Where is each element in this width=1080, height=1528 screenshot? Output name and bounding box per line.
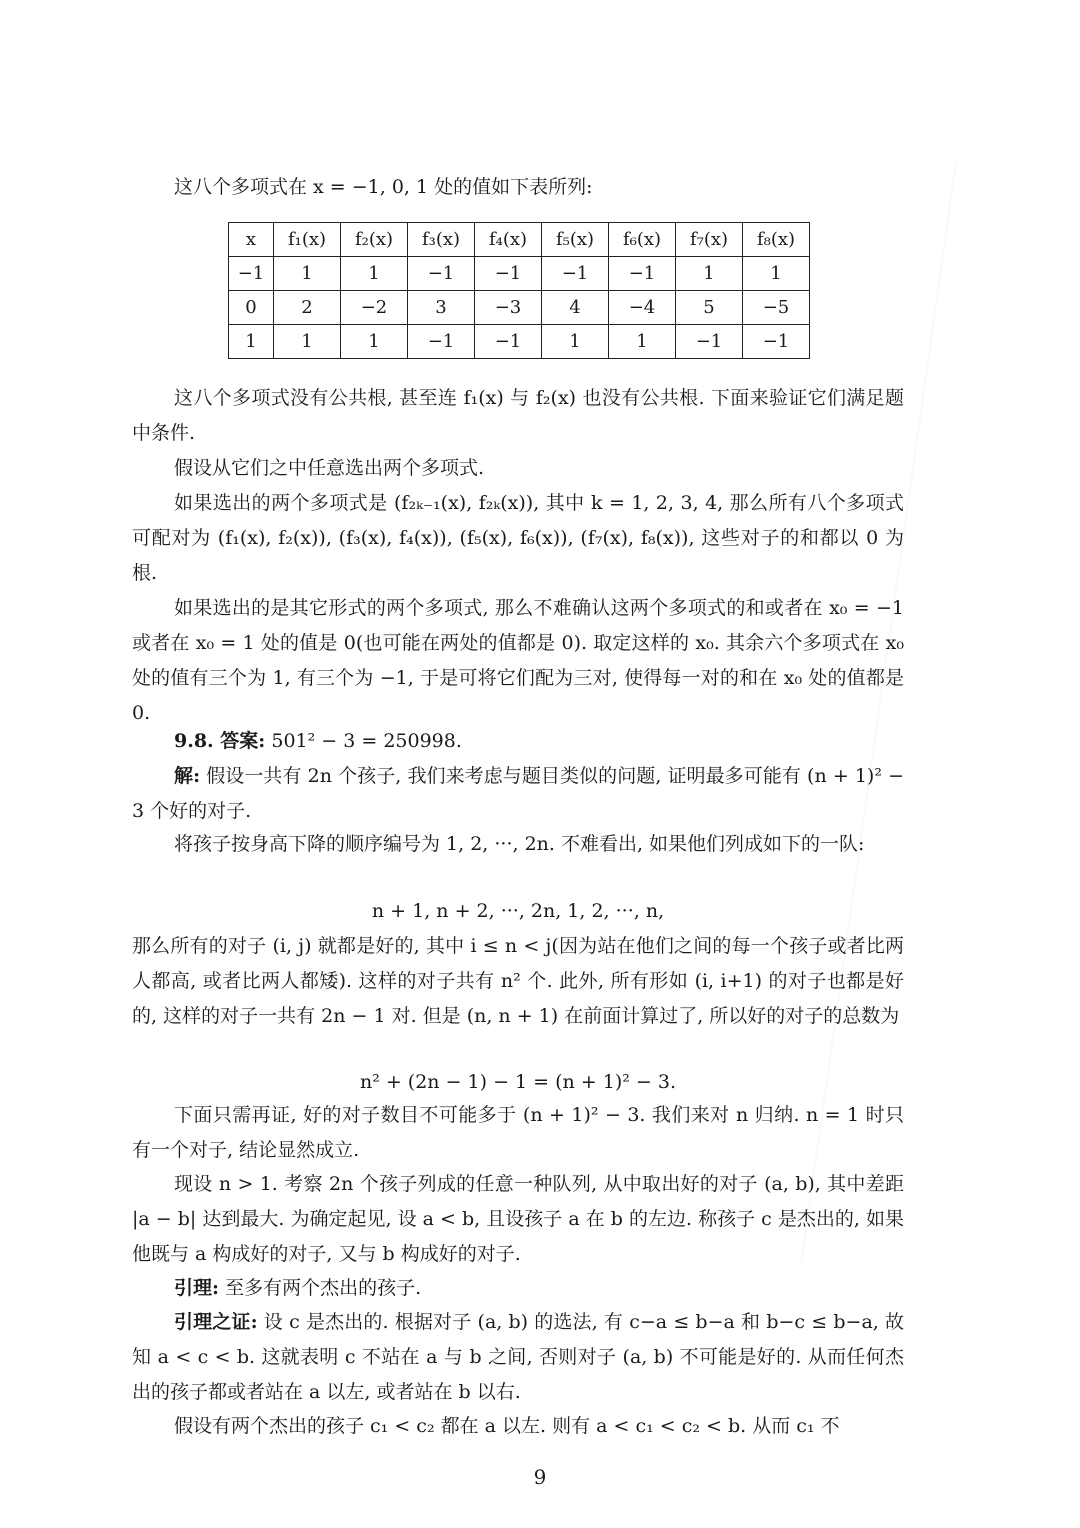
paragraph-other-case: 如果选出的是其它形式的两个多项式, 那么不难确认这两个多项式的和或者在 x₀ = −1 或者在 x₀ = 1 处的值是 0(也可能在两处的值都是 0). 取定这样的 x₀. 其余六个多项式在 x₀ 处的值有三个为 1, 有三个为 −1, 于是可将它们配为三对, 使得每一对的和在 x₀ 处的值都是 0. xyxy=(132,597,904,724)
table-cell: 1 xyxy=(341,325,408,359)
table-cell: −1 xyxy=(743,325,810,359)
paragraph-two-outstanding: 假设有两个杰出的孩子 c₁ < c₂ 都在 a 以左. 则有 a < c₁ < c₂ < b. 从而 c₁ 不 xyxy=(174,1415,840,1437)
table-cell: 1 xyxy=(229,325,274,359)
table-header-cell: f₃(x) xyxy=(408,223,475,257)
table-header-cell: f₂(x) xyxy=(341,223,408,257)
proof-text: 设 c 是杰出的. 根据对子 (a, b) 的选法, 有 c−a ≤ b−a 和 b−c ≤ b−a, 故知 a < c < b. 这就表明 c 不站在 a 与 b 之间, 否则对子 (a, b) 不可能是好的. 从而任何杰出的孩子都或者站在 a 以左, 或者站在 b 以右. xyxy=(132,1311,905,1403)
solution-paragraph xyxy=(132,759,904,829)
equation-total: n² + (2n − 1) − 1 = (n + 1)² − 3. xyxy=(359,1071,677,1093)
answer-label: 9.8. 答案: xyxy=(174,730,266,752)
table-cell: −1 xyxy=(542,257,609,291)
paragraph-induction: 下面只需再证, 好的对子数目不可能多于 (n + 1)² − 3. 我们来对 n 归纳. n = 1 时只有一个对子, 结论显然成立. xyxy=(132,1104,904,1161)
table-cell: −1 xyxy=(408,325,475,359)
paragraph-no-common-root: 这八个多项式没有公共根, 甚至连 f₁(x) 与 f₂(x) 也没有公共根. 下面来验证它们满足题中条件. xyxy=(132,387,904,444)
table-cell: 4 xyxy=(542,291,609,325)
proof-label: 引理之证: xyxy=(174,1311,258,1333)
table-cell: 1 xyxy=(274,257,341,291)
table-cell: 1 xyxy=(274,325,341,359)
table-cell: 3 xyxy=(408,291,475,325)
lemma-proof-paragraph xyxy=(132,1305,904,1410)
table-cell: 1 xyxy=(743,257,810,291)
paragraph-assume-two: 假设从它们之中任意选出两个多项式. xyxy=(174,457,485,479)
lemma-line xyxy=(132,1271,904,1306)
table-cell: 1 xyxy=(341,257,408,291)
paragraph-good-pairs: 那么所有的对子 (i, j) 就都是好的, 其中 i ≤ n < j(因为站在他们之间的每一个孩子或者比两人都高, 或者比两人都矮). 这样的对子共有 n² 个. 此外, 所有形如 (i, i+1) 的对子也都是好的, 这样的对子一共有 2n − 1 对. 但是 (n, n + 1) 在前面计算过了, 所以好的对子的总数为 xyxy=(132,935,904,1027)
answer-value: 501² − 3 = 250998. xyxy=(271,730,462,752)
answer-line xyxy=(132,724,904,759)
table-header-cell: f₅(x) xyxy=(542,223,609,257)
table-cell: −1 xyxy=(475,257,542,291)
values-table xyxy=(228,222,810,359)
table-header-cell: f₇(x) xyxy=(676,223,743,257)
solution-text: 假设一共有 2n 个孩子, 我们来考虑与题目类似的问题, 证明最多可能有 (n + 1)² − 3 个好的对子. xyxy=(132,765,904,822)
table-cell: −1 xyxy=(229,257,274,291)
table-cell: −1 xyxy=(609,257,676,291)
table-cell: −5 xyxy=(743,291,810,325)
page-number: 9 xyxy=(533,1465,547,1489)
table-cell: −3 xyxy=(475,291,542,325)
table-header-cell: f₄(x) xyxy=(475,223,542,257)
table-cell: 1 xyxy=(542,325,609,359)
solution-label: 解: xyxy=(174,765,201,787)
table-header-cell: f₁(x) xyxy=(274,223,341,257)
table-cell: 1 xyxy=(609,325,676,359)
paragraph-pairing: 如果选出的两个多项式是 (f₂ₖ₋₁(x), f₂ₖ(x)), 其中 k = 1, 2, 3, 4, 那么所有八个多项式可配对为 (f₁(x), f₂(x)), (f₃(x), f₄(x)), (f₅(x), f₆(x)), (f₇(x), f₈(x)), 这些对子的和都以 0 为根. xyxy=(132,492,904,584)
table-cell: −1 xyxy=(475,325,542,359)
lemma-text: 至多有两个杰出的孩子. xyxy=(225,1277,422,1299)
table-row xyxy=(229,291,810,325)
table-header-cell: x xyxy=(229,223,274,257)
table-row xyxy=(229,257,810,291)
table-cell: −1 xyxy=(408,257,475,291)
table-cell: 5 xyxy=(676,291,743,325)
paragraph-outstanding-def: 现设 n > 1. 考察 2n 个孩子列成的任意一种队列, 从中取出好的对子 (a, b), 其中差距 |a − b| 达到最大. 为确定起见, 设 a < b, 且设孩子 a 在 b 的左边. 称孩子 c 是杰出的, 如果他既与 a 构成好的对子, 又与 b 构成好的对子. xyxy=(132,1173,904,1265)
paragraph-numbering: 将孩子按身高下降的顺序编号为 1, 2, ···, 2n. 不难看出, 如果他们列成如下的一队: xyxy=(174,833,865,855)
table-cell: −1 xyxy=(676,325,743,359)
table-header-row xyxy=(229,223,810,257)
table-cell: 1 xyxy=(676,257,743,291)
table-cell: 2 xyxy=(274,291,341,325)
table-row xyxy=(229,325,810,359)
table-cell: −2 xyxy=(341,291,408,325)
equation-queue: n + 1, n + 2, ···, 2n, 1, 2, ···, n, xyxy=(371,900,665,922)
table-header-cell: f₈(x) xyxy=(743,223,810,257)
table-cell: −4 xyxy=(609,291,676,325)
lemma-label: 引理: xyxy=(174,1277,220,1299)
table-cell: 0 xyxy=(229,291,274,325)
table-header-cell: f₆(x) xyxy=(609,223,676,257)
intro-text: 这八个多项式在 x = −1, 0, 1 处的值如下表所列: xyxy=(174,176,593,198)
